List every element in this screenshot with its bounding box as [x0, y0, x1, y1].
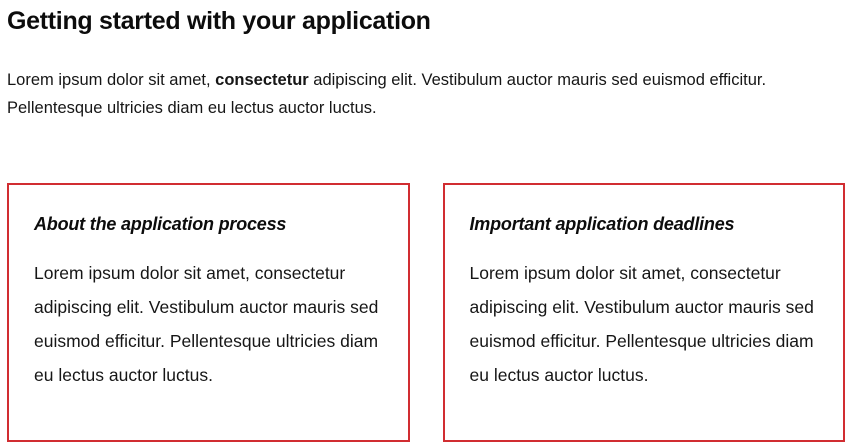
intro-text-after: adipiscing elit. Vestibulum auctor mauris sed euismod efficitur. Pellentesque ultricies diam eu lectus auctor luctus. — [7, 71, 767, 118]
card-application-deadlines — [443, 183, 846, 442]
card-application-process — [7, 183, 410, 442]
card-heading: Important application deadlines — [469, 214, 735, 235]
cards-row — [7, 183, 849, 442]
intro-paragraph — [7, 66, 807, 122]
intro-bold-term: consectetur — [215, 71, 309, 90]
card-heading: About the application process — [34, 214, 287, 235]
intro-text-before: Lorem ipsum dolor sit amet, — [7, 71, 216, 90]
page-title: Getting started with your application — [7, 7, 431, 35]
card-body: Lorem ipsum dolor sit amet, consectetur adipiscing elit. Vestibulum auctor mauris sed euismod efficitur. Pellentesque ultricies diam eu lectus auctor luctus. — [34, 263, 379, 386]
card-body: Lorem ipsum dolor sit amet, consectetur adipiscing elit. Vestibulum auctor mauris sed euismod efficitur. Pellentesque ultricies diam eu lectus auctor luctus. — [469, 263, 814, 386]
